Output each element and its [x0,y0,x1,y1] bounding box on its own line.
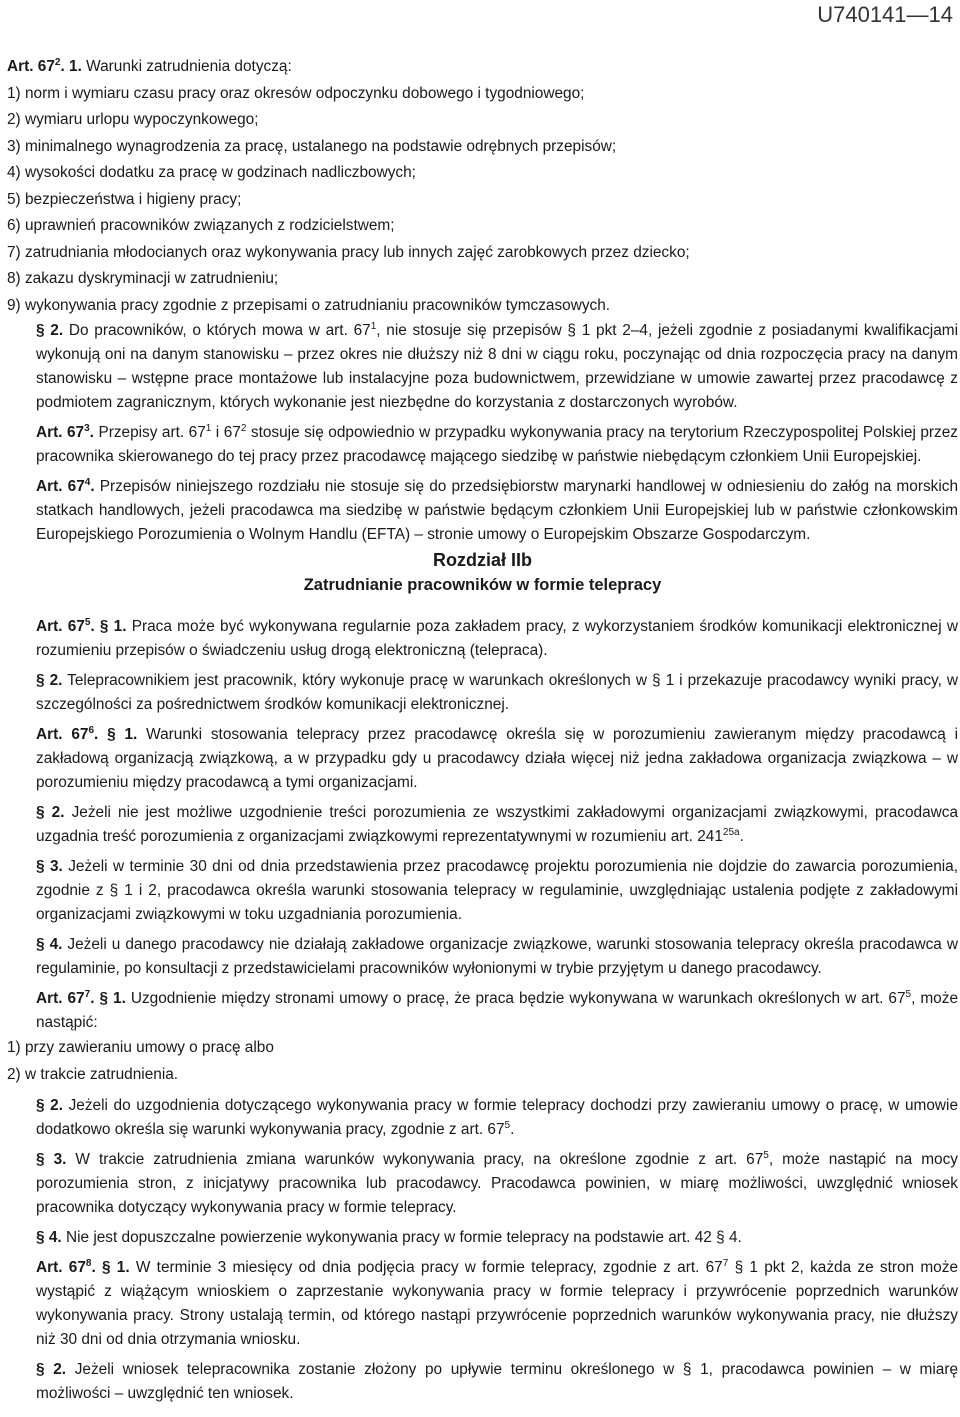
section-label: § 2. [36,322,64,339]
list-item: 1) norm i wymiaru czasu pracy oraz okresów odpoczynku dobowego i tygodniowego; [7,84,585,102]
art-67-8-para-1: Art. $67^8$. § 1. W terminie 3 miesięcy od dnia podjęcia pracy w formie telepracy, zgodnie z art. $67^7$ § 1 pkt 2, każda ze stron może wystąpić z wiążącym wnioskiem o zaprzestanie wykonywania pracy w formie telepracy i przywrócenie poprzednich warunków wykonywania pracy. Strony ustalają termin, od którego nastąpi przywrócenie poprzednich warunków wykonywania pracy, nie dłuższy niż 30 dni od dnia otrzymania wniosku. [36,1258,958,1348]
art-67-3: Art. $67^3$. Przepisy art. $67^1$ i $67^2$ stosuje się odpowiednio w przypadku wykonywania pracy na terytorium Rzeczypospolitej Polskiej przez pracownika skierowanego do tej pracy przez pracodawcę mającego siedzibę w państwie niebędącym członkiem Unii Europejskiej. [36,423,958,465]
list-item: 4) wysokości dodatku za pracę w godzinach nadliczbowych; [7,164,416,181]
art-67-8-para-2: § 2. Jeżeli wniosek telepracownika zostanie złożony po upływie terminu określonego w § 1, pracodawca powinien – w miarę możliwości – uwzględnić ten wniosek. [36,1361,959,1402]
section-label: § 3. [36,858,63,875]
list-item: 5) bezpieczeństwa i higieny pracy; [7,190,242,208]
chapter-title: Zatrudnianie pracowników w formie telepracy [303,576,662,594]
art-67-7-para-2: § 2. Jeżeli do uzgodnienia dotyczącego wykonywania pracy w formie telepracy dochodzi przy zawieraniu umowy o pracę, w umowie dodatkowo określa się warunki wykonywania pracy, zgodnie z art. $67^5$. [36,1097,959,1138]
list-item: 2) wymiaru urlopu wypoczynkowego; [7,111,259,128]
document-body [7,54,958,1406]
list-item: 1) przy zawieraniu umowy o pracę albo [7,1039,274,1056]
art-67-7-para-4: § 4. Nie jest dopuszczalne powierzenie wykonywania pracy w formie telepracy na podstawie art. 42 § 4. [36,1229,742,1246]
art-67-2-para-1 [7,54,958,81]
article-label: Art. $67^4$. [36,477,95,495]
section-label: § 4. [36,936,63,953]
article-label: Art. $67^8$. § 1. [36,1258,130,1276]
art-67-5-para-2: § 2. Telepracownikiem jest pracownik, który wykonuje pracę w warunkach określonych w § 1 i przekazuje pracodawcy wyniki pracy, w szczególności za pośrednictwem środków komunikacji elektronicznej. [36,672,959,713]
art-67-5-para-1: Art. $67^5$. § 1. Praca może być wykonywana regularnie poza zakładem pracy, z wykorzystaniem środków komunikacji elektronicznej w rozumieniu przepisów o świadczeniu usług drogą elektroniczną (telepraca). [36,617,958,659]
article-label: Art. $67^6$. § 1. [36,725,138,743]
section-label: § 2. [36,672,63,689]
list-item: 7) zatrudniania młodocianych oraz wykonywania pracy lub innych zajęć zarobkowych przez dziecko; [7,243,690,261]
art-67-6-para-1: Art. $67^6$. § 1. Warunki stosowania telepracy przez pracodawcę określa się w porozumieniu zawieranym między pracodawcą i zakładową organizacją związkową, a w przypadku gdy u pracodawcy działa więcej niż jedna zakładowa organizacja związkowa – w porozumieniu między pracodawcą a tymi organizacjami. [36,725,958,791]
section-label: § 2. [36,1097,63,1114]
art-67-2-para-2: § 2. Do pracowników, o których mowa w art. $67^1$, nie stosuje się przepisów § 1 pkt 2–4, jeżeli zgodnie z posiadanymi kwalifikacjami wykonują oni na danym stanowisku – przez okres nie dłuższy niż 8 dni w ciągu roku, poczynając od dnia rozpoczęcia pracy na danym stanowisku – wstępne prace montażowe lub instalacyjne poza budownictwem, przewidziane w umowie zawartej przez pracodawcę z podmiotem zagranicznym, których wykonanie jest niezbędne do korzystania z dostarczonych wyrobów. [36,321,959,411]
section-label: § 2. [36,804,65,821]
chapter-number: Rozdział IIb [433,550,532,570]
art-67-4: Art. $67^4$. Przepisów niniejszego rozdziału nie stosuje się do przedsiębiorstw marynarki handlowej w odniesieniu do załóg na morskich statkach handlowych, jeżeli pracodawca ma siedzibę w państwie będącym członkiem Unii Europejskiej lub w państwie członkowskim Europejskiego Porozumienia o Wolnym Handlu (EFTA) – stronie umowy o Europejskim Obszarze Gospodarczym. [36,477,959,543]
art-67-6-para-2: § 2. Jeżeli nie jest możliwe uzgodnienie treści porozumienia ze wszystkimi zakładowymi organizacjami związkowymi, pracodawca uzgadnia treść porozumienia z organizacjami związkowymi reprezentatywnymi w rozumieniu art. $241^{25a}$. [36,804,959,845]
list-item: 8) zakazu dyskryminacji w zatrudnieniu; [7,270,279,287]
section-label: § 3. [36,1151,67,1168]
article-label: Art. $67^5$. § 1. [36,617,127,635]
art-67-6-para-4: § 4. Jeżeli u danego pracodawcy nie działają zakładowe organizacje związkowe, warunki stosowania telepracy określa pracodawca w regulaminie, po konsultacji z przedstawicielami pracowników wyłonionymi w trybie przyjętym u danego pracodawcy. [36,936,958,977]
art-67-6-para-3: § 3. Jeżeli w terminie 30 dni od dnia przedstawienia przez pracodawcę projektu porozumienia nie dojdzie do zawarcia porozumienia, zgodnie z § 1 i 2, pracodawca określa warunki stosowania telepracy w regulaminie, uwzględniając ustalenia podjęte z zakładowymi organizacjami związkowymi w toku uzgadniania porozumienia. [36,858,959,923]
article-label: Art. $67^2$. 1. [7,57,82,75]
list-item: 9) wykonywania pracy zgodnie z przepisami o zatrudnianiu pracowników tymczasowych. [7,296,611,314]
art-67-2 [7,54,958,319]
section-label: § 4. [36,1229,62,1246]
art-67-7-para-3: § 3. W trakcie zatrudnienia zmiana warunków wykonywania pracy, na określone zgodnie z art. $67^5$, może nastąpić na mocy porozumienia stron, z inicjatywy pracownika lub pracodawcy. Pracodawca powinien, w miarę możliwości, uwzględnić wniosek pracownika dotyczący wykonywania pracy w formie telepracy. [36,1150,958,1216]
article-label: Art. $67^7$. § 1. [36,989,126,1007]
section-label: § 2. [36,1361,67,1378]
page-number-header: U740141—14 [817,2,953,27]
lead-text: Warunki zatrudnienia dotyczą: [86,58,292,75]
list-item: 2) w trakcie zatrudnienia. [7,1065,179,1083]
list-item: 6) uprawnień pracowników związanych z rodzicielstwem; [7,217,395,234]
article-label: Art. $67^3$. [36,423,94,441]
list-item: 3) minimalnego wynagrodzenia za pracę, ustalanego na podstawie odrębnych przepisów; [7,137,617,155]
art-67-7-para-1: Art. $67^7$. § 1. Uzgodnienie między stronami umowy o pracę, że praca będzie wykonywana w warunkach określonych w art. $67^5$, może nastąpić: [36,989,958,1031]
